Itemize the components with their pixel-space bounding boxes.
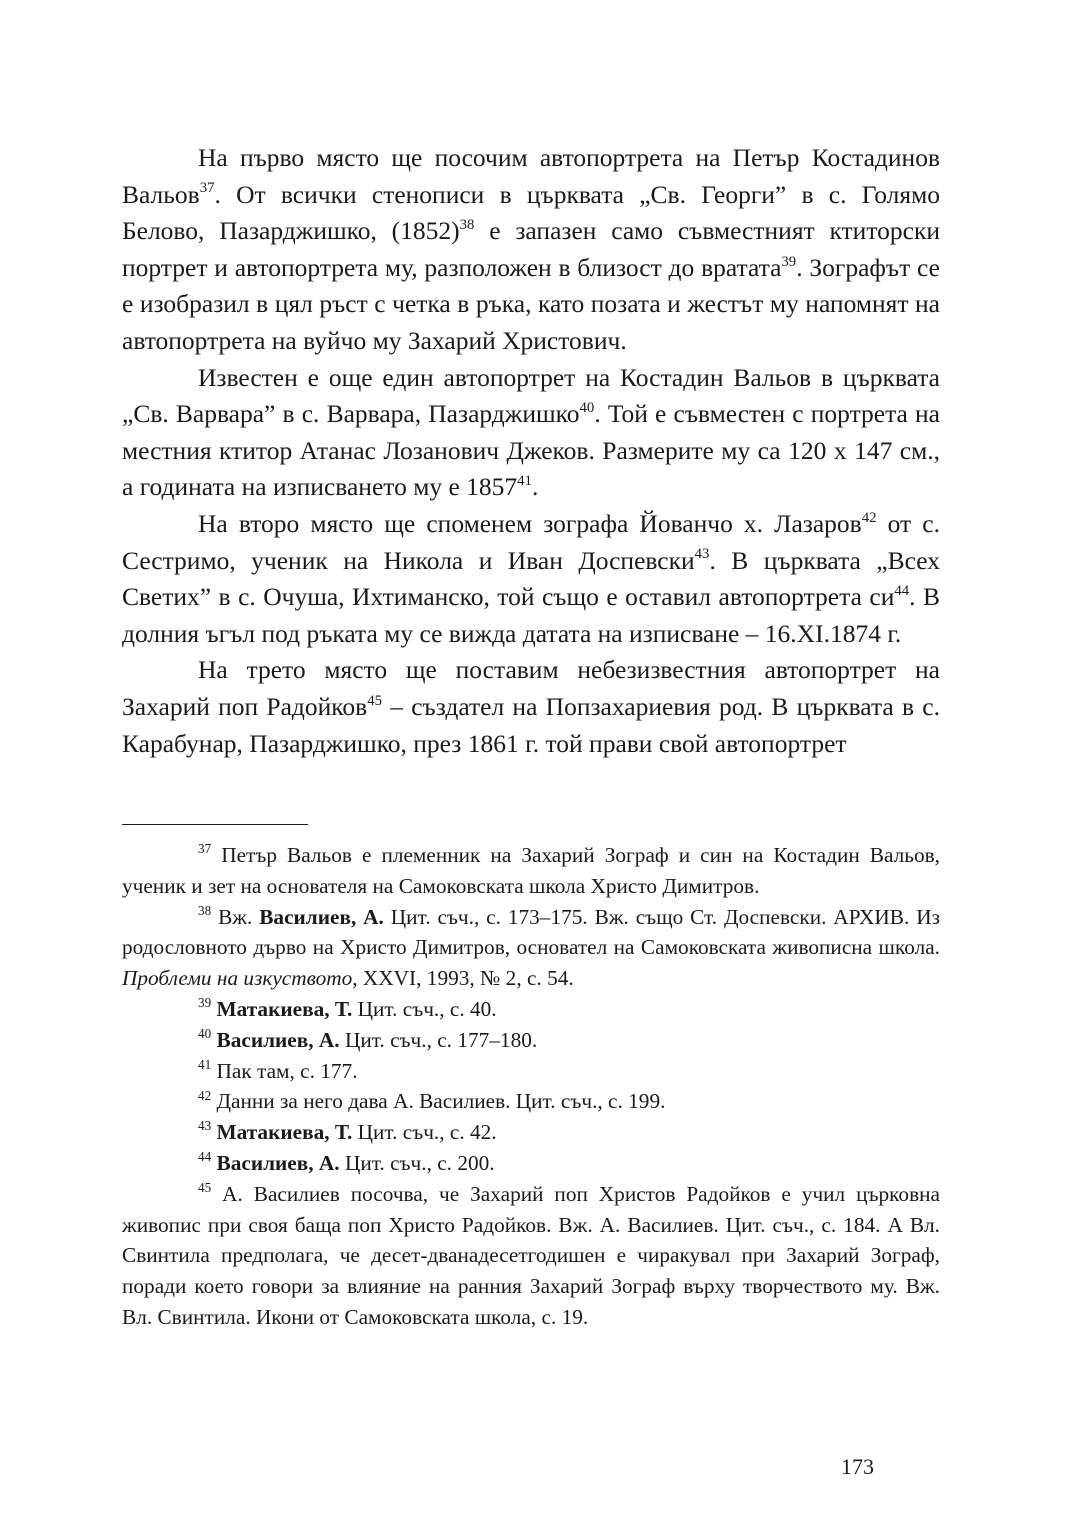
text-run: е запазен само съвместният ктиторски портрет и автопортрета му, разположен в близост до вратата — [122, 216, 940, 282]
author-name: Матакиева, Т. — [216, 1120, 353, 1145]
text-run: – създател на Попзахариевия род. В църквата в с. Карабунар, Пазарджишко, през 1861 г. той прави свой автопортрет — [122, 691, 940, 758]
footnote — [122, 994, 940, 1025]
footnote-reference: 43 — [694, 546, 710, 563]
text-run: Цит. съч., с. 40. — [352, 996, 497, 1021]
footnote-reference: 41 — [517, 473, 532, 490]
footnote-separator-rule — [122, 824, 308, 825]
footnote — [122, 1056, 940, 1087]
text-run: Известен е още един автопортрет на Костадин Вальов в църквата „Св. Варвара” в с. Варвара, Пазарджишко — [122, 362, 940, 429]
footnote — [122, 1148, 940, 1179]
page-number: 173 — [841, 1454, 874, 1479]
footnote-reference: 42 — [861, 509, 877, 526]
footnote — [122, 902, 940, 994]
text-run: от с. Сестримо, ученик на Никола и Иван Доспевски — [122, 508, 940, 575]
author-name: Василиев, А. — [216, 1150, 340, 1175]
text-run: , XXVI, 1993, № 2, с. 54. — [352, 966, 574, 991]
text-run: . — [531, 472, 539, 502]
text-run: . Той е съвместен с портрета на местния ктитор Атанас Лозанович Джеков. Размерите му са 120 х 147 см., а годината на изписването му е 1857 — [122, 399, 940, 502]
text-run: Цит. съч., с. 42. — [352, 1120, 497, 1145]
text-run: А. Василиев посочва, че Захарий поп Христов Радойков е учил църковна живопис при своя баща поп Христо Радойков. Вж. А. Василиев. Цит. съч., с. 184. А Вл. Свинтила предполага, че десет-дванадесетгодишен е чиракувал при Захарий Зограф, поради което говори за влияние на ранния Захарий Зограф върху творчеството му. Вж. Вл. Свинтила. Икони от Самоковската школа, с. 19. — [122, 1181, 940, 1329]
footnotes-block — [122, 840, 940, 1333]
body-paragraph — [122, 506, 940, 652]
author-name: Василиев, А. — [259, 904, 384, 929]
text-run: Данни за него дава А. Василиев. Цит. съч., с. 199. — [211, 1089, 666, 1114]
footnote-reference: 39 — [198, 995, 212, 1011]
text-run: . От всички стенописи в църквата „Св. Георги” в с. Голямо Белово, Пазарджишко, (1852) — [122, 179, 940, 246]
author-name: Василиев, А. — [216, 1027, 340, 1052]
footnote — [122, 1179, 940, 1333]
author-name: Матакиева, Т. — [216, 996, 353, 1021]
text-run: Пак там, с. 177. — [211, 1058, 358, 1083]
text-run: Цит. съч., с. 173–175. Вж. също Ст. Доспевски. АРХИВ. Из родословното дърво на Христо Димитров, основател на Самоковската живописна школа. — [122, 904, 940, 960]
footnote-reference: 44 — [894, 582, 910, 599]
footnote — [122, 1117, 940, 1148]
footnote-reference: 45 — [367, 692, 382, 709]
footnote-reference: 44 — [198, 1149, 212, 1165]
footnote-reference: 38 — [198, 902, 212, 918]
text-run: На трето място ще поставим небезизвестния автопортрет на Захарий поп Радойков — [122, 655, 940, 721]
footnote — [122, 1086, 940, 1117]
body-text-block — [122, 140, 940, 762]
footnote-reference: 40 — [579, 399, 595, 416]
text-run: . В църквата „Всех Светих” в с. Очуша, Ихтиманско, той също е оставил автопортрета си — [122, 545, 940, 612]
footnote-reference: 38 — [459, 216, 475, 233]
footnote-reference: 41 — [198, 1056, 212, 1072]
body-paragraph — [122, 652, 940, 762]
text-run: На второ място ще споменем зографа Йованчо х. Лазаров — [198, 508, 862, 538]
text-run: Вж. — [211, 904, 260, 929]
footnote-reference: 39 — [781, 253, 797, 270]
footnote-reference: 40 — [198, 1026, 212, 1042]
footnote — [122, 1025, 940, 1056]
footnote-reference: 37 — [199, 180, 215, 197]
text-run: Цит. съч., с. 200. — [339, 1150, 495, 1175]
footnote-reference: 42 — [198, 1087, 212, 1103]
footnote-reference: 37 — [198, 841, 212, 857]
publication-title: Проблеми на изкуството — [122, 966, 353, 991]
text-run: Петър Вальов е племенник на Захарий Зограф и син на Костадин Вальов, ученик и зет на основателя на Самоковската школа Христо Димитров. — [122, 843, 940, 898]
text-run: . Зографът се е изобразил в цял ръст с четка в ръка, като позата и жестът му напомнят на автопортрета на вуйчо му Захарий Христович. — [122, 252, 940, 355]
text-run: . В долния ъгъл под ръката му се вижда датата на изписване – 16.XI.1874 г. — [122, 582, 940, 648]
main-text — [122, 140, 940, 762]
body-paragraph — [122, 360, 940, 506]
text-run: На първо място ще посочим автопортрета на Петър Костадинов Вальов — [122, 143, 940, 209]
body-paragraph — [122, 140, 940, 360]
footnote — [122, 840, 940, 902]
footnote-reference: 43 — [198, 1118, 212, 1134]
text-run: Цит. съч., с. 177–180. — [339, 1027, 538, 1052]
footnote-reference: 45 — [198, 1180, 212, 1196]
